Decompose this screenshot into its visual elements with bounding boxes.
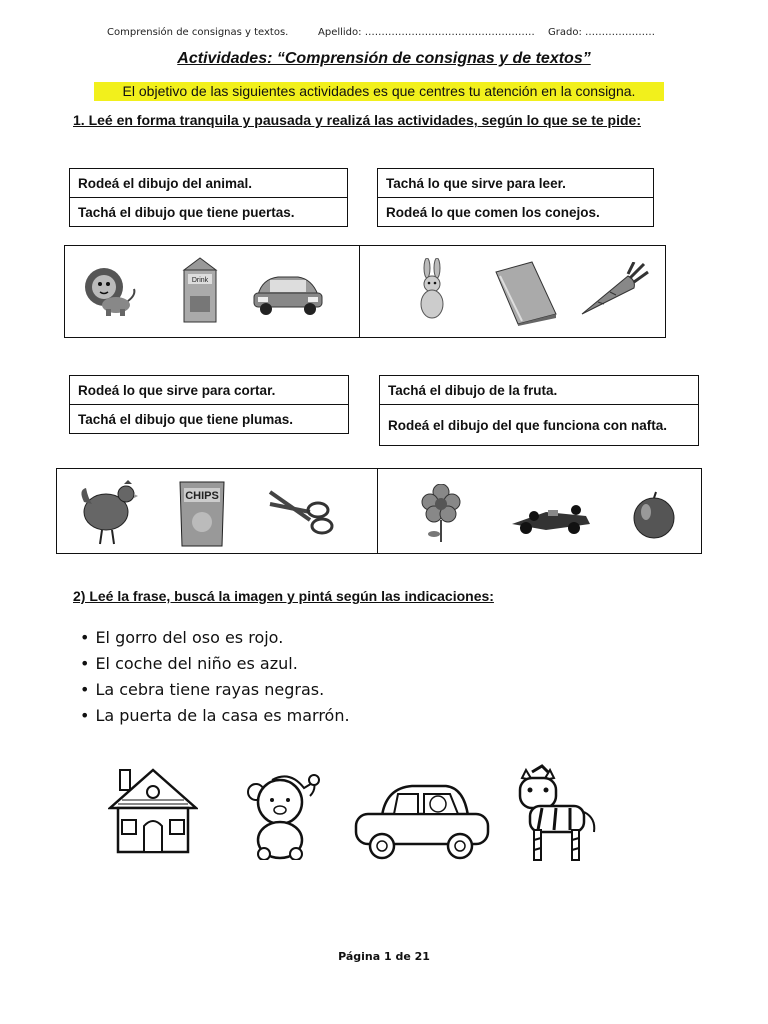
list-item-text: El coche del niño es azul. — [95, 654, 298, 673]
instruction-cell: Rodeá lo que sirve para cortar. — [70, 376, 349, 405]
list-item-text: La puerta de la casa es marrón. — [95, 706, 350, 725]
lion-icon[interactable] — [82, 265, 138, 317]
instruction-cell: Tachá el dibujo que tiene puertas. — [70, 198, 348, 227]
instructions-table-2-left — [69, 375, 349, 434]
hen-icon[interactable] — [76, 480, 138, 546]
header-subject: Comprensión de consignas y textos. — [107, 27, 289, 38]
section1-heading: 1. Leé en forma tranquila y pausada y realizá las actividades, según lo que se te pide: — [73, 112, 641, 128]
header-grado: Grado: ………………… — [548, 27, 656, 38]
objective-highlight: El objetivo de las siguientes actividades es que centres tu atención en la consigna. — [94, 82, 664, 101]
flower-icon[interactable] — [418, 484, 464, 544]
instruction-cell: Tachá el dibujo de la fruta. — [380, 376, 699, 405]
instructions-table-1-left — [69, 168, 348, 227]
instruction-cell: Rodeá el dibujo del que funciona con nafta. — [380, 405, 699, 446]
instruction-cell: Tachá lo que sirve para leer. — [378, 169, 654, 198]
list-item — [80, 677, 350, 703]
instructions-table-1-right — [377, 168, 654, 227]
instruction-cell: Rodeá lo que comen los conejos. — [378, 198, 654, 227]
picture-frame-divider — [359, 245, 360, 338]
picture-frame-1 — [64, 245, 666, 338]
instructions-table-2-right — [379, 375, 699, 446]
book-icon[interactable] — [490, 258, 560, 326]
page-number: Página 1 de 21 — [338, 950, 430, 963]
scissors-icon[interactable] — [266, 486, 336, 538]
instruction-cell: Tachá el dibujo que tiene plumas. — [70, 405, 349, 434]
list-item — [80, 625, 350, 651]
carrot-icon[interactable] — [578, 262, 650, 318]
juice-box-icon[interactable] — [180, 256, 220, 324]
instruction-cell: Rodeá el dibujo del animal. — [70, 169, 348, 198]
juice-box-label: Drink — [191, 277, 209, 284]
kid-car-icon[interactable] — [352, 780, 492, 860]
picture-frame-2 — [56, 468, 702, 554]
apple-icon[interactable] — [630, 490, 678, 540]
car-icon[interactable] — [250, 265, 326, 317]
race-car-icon[interactable] — [506, 496, 592, 536]
list-item — [80, 703, 350, 729]
bear-icon[interactable] — [244, 770, 320, 860]
coloring-instructions — [80, 625, 350, 729]
rabbit-icon[interactable] — [414, 258, 450, 322]
picture-frame-divider — [377, 468, 378, 554]
list-item — [80, 651, 350, 677]
list-item-text: La cebra tiene rayas negras. — [95, 680, 325, 699]
header-apellido: Apellido: …………………………………………… — [318, 27, 535, 38]
chips-bag-icon[interactable] — [176, 478, 228, 550]
zebra-icon[interactable] — [512, 764, 604, 864]
list-item-text: El gorro del oso es rojo. — [95, 628, 284, 647]
house-icon[interactable] — [108, 766, 198, 856]
page-title: Actividades: “Comprensión de consignas y de textos” — [177, 50, 591, 67]
section2-heading: 2) Leé la frase, buscá la imagen y pintá según las indicaciones: — [73, 588, 494, 604]
chips-bag-label: CHIPS — [185, 490, 219, 502]
